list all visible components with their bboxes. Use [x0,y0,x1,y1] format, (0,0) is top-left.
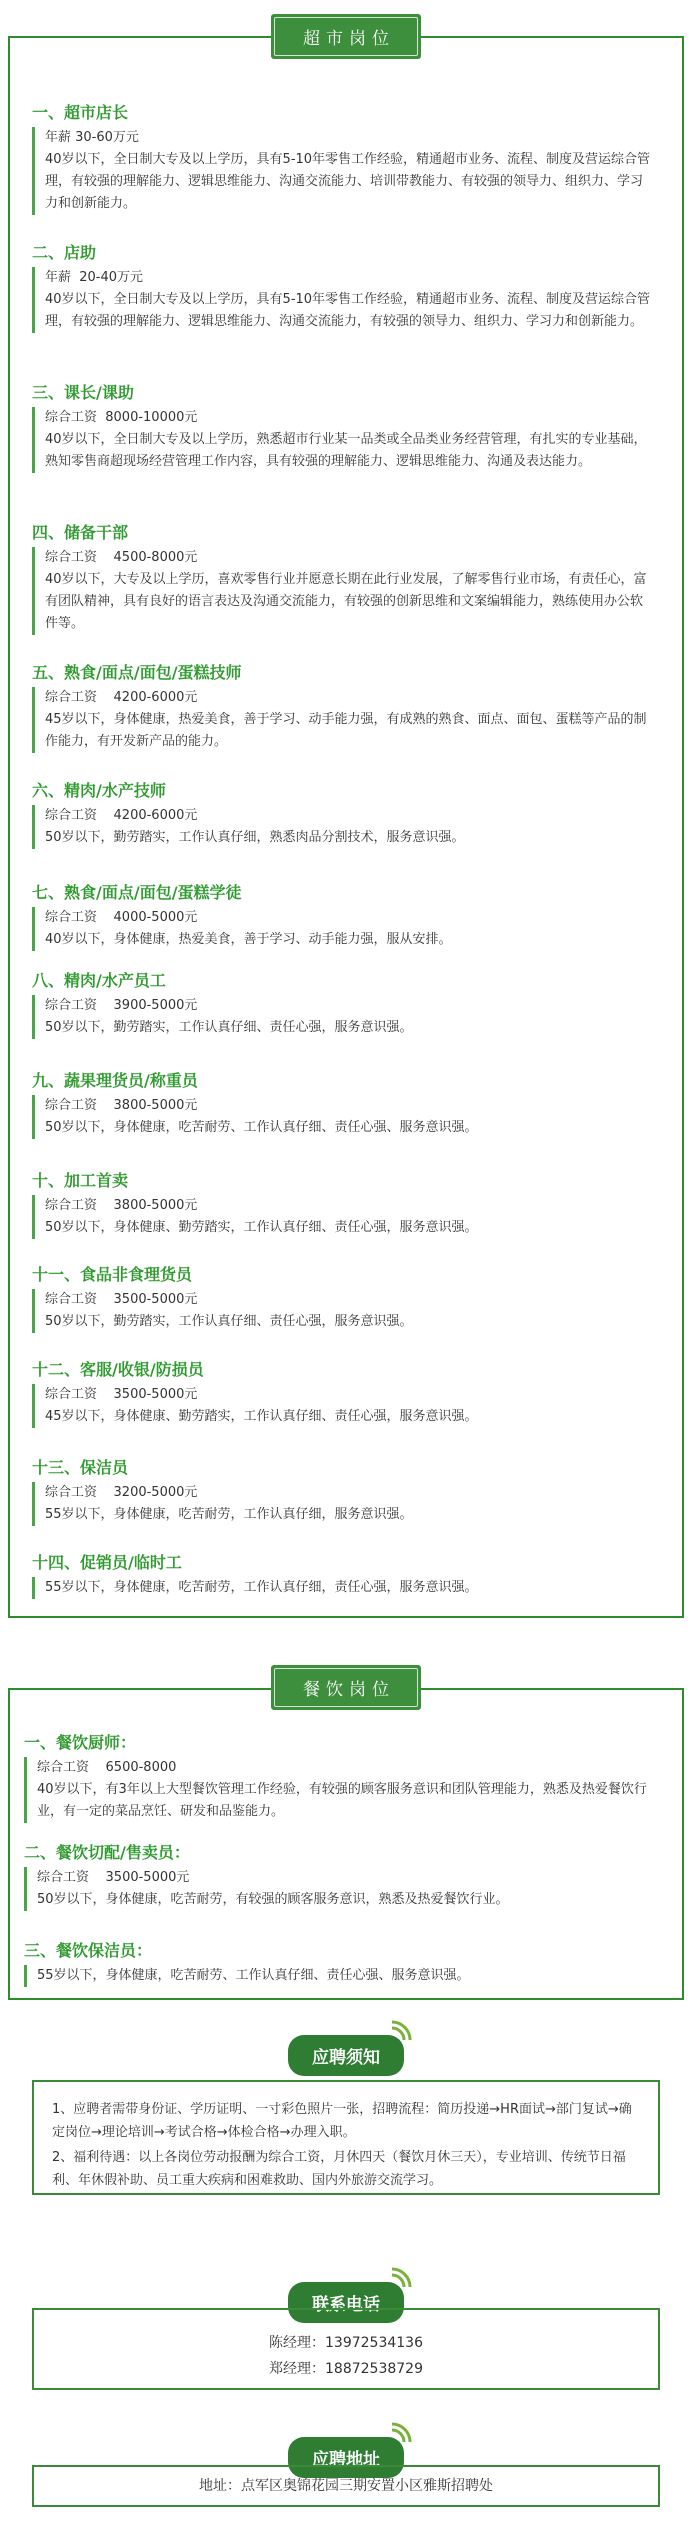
job-entry [32,1550,652,1599]
job-salary: 综合工资 4200-6000元 [45,808,198,823]
supermarket-tab [271,14,421,59]
contact-phone-1[interactable]: 陈经理：13972534136 [269,2335,423,2351]
job-salary: 综合工资 3800-5000元 [45,1098,198,1113]
job-title: 十二、客服/收银/防损员 [32,1360,204,1379]
job-body [32,1195,652,1239]
catering-tab [271,1665,421,1710]
job-body [32,1482,652,1526]
job-desc: 55岁以下，身体健康，吃苦耐劳、工作认真仔细、责任心强、服务意识强。 [37,1968,470,1983]
job-desc: 40岁以下，全日制大专及以上学历，具有5-10年零售工作经验，精通超市业务、流程、制度及营运综合管理，有较强的理解能力、逻辑思维能力、沟通交流能力，有较强的领导力、组织力、学习力和创新能力。 [45,292,651,329]
contact-tab: 联系电话 [288,2282,404,2323]
job-title: 二、餐饮切配/售卖员： [24,1843,190,1862]
job-entry [32,778,652,849]
job-body [32,1289,652,1333]
catering-job-entry [24,1730,664,1823]
job-title: 九、蔬果理货员/称重员 [32,1071,198,1090]
address-tab: 应聘地址 [288,2437,404,2478]
job-body [32,995,652,1039]
job-desc: 40岁以下，大专及以上学历，喜欢零售行业并愿意长期在此行业发展，了解零售行业市场，有责任心，富有团队精神，具有良好的语言表达及沟通交流能力，有较强的创新思维和文案编辑能力，熟练使用办公软件等。 [45,572,647,631]
job-salary: 综合工资 3200-5000元 [45,1485,198,1500]
job-body [32,127,652,215]
job-body [32,1577,652,1599]
job-body [24,1757,664,1823]
job-title: 十三、保洁员 [32,1458,129,1477]
notice-tab: 应聘须知 [288,2035,404,2076]
signal-icon [388,2267,412,2291]
notice-line-1: 1、应聘者需带身份证、学历证明、一寸彩色照片一张，招聘流程：简历投递→HR面试→部门复试→确定岗位→理论培训→考试合格→体检合格→办理入职。 [52,2102,632,2140]
job-desc: 50岁以下，身体健康，吃苦耐劳，有较强的顾客服务意识，熟悉及热爱餐饮行业。 [37,1892,509,1907]
job-salary: 综合工资 3500-5000元 [45,1387,198,1402]
job-desc: 40岁以下，身体健康，热爱美食，善于学习、动手能力强，服从安排。 [45,932,452,947]
job-desc: 50岁以下，勤劳踏实，工作认真仔细、责任心强，服务意识强。 [45,1314,413,1329]
job-title: 三、餐饮保洁员： [24,1941,153,1960]
job-title: 八、精肉/水产员工 [32,971,166,990]
job-entry [32,1357,652,1428]
job-entry [32,1068,652,1139]
notice-line-2: 2、福利待遇：以上各岗位劳动报酬为综合工资，月休四天（餐饮月休三天），专业培训、传统节日福利、年休假补助、员工重大疾病和困难救助、国内外旅游交流学习。 [52,2150,626,2188]
job-desc: 50岁以下，勤劳踏实，工作认真仔细，熟悉肉品分割技术，服务意识强。 [45,830,465,845]
job-entry [32,520,652,635]
job-entry [32,968,652,1039]
catering-job-entry [24,1938,664,1987]
job-salary: 综合工资 4500-8000元 [45,550,198,565]
address-text: 地址：点军区奥锦花园三期安置小区雅斯招聘处 [199,2478,493,2494]
job-entry [32,380,652,473]
job-body [32,1384,652,1428]
job-desc: 50岁以下，勤劳踏实，工作认真仔细、责任心强，服务意识强。 [45,1020,413,1035]
job-title: 十、加工首卖 [32,1171,129,1190]
job-entry [32,880,652,951]
job-salary: 综合工资 4000-5000元 [45,910,198,925]
catering-job-entry [24,1840,664,1911]
job-salary: 综合工资 3800-5000元 [45,1198,198,1213]
contact-box [32,2308,660,2390]
catering-tab-label: 餐饮岗位 [274,1668,418,1707]
job-desc: 50岁以下，身体健康，吃苦耐劳、工作认真仔细、责任心强、服务意识强。 [45,1120,478,1135]
job-body [32,407,652,473]
job-salary: 综合工资 3500-5000元 [45,1292,198,1307]
job-body [24,1965,664,1987]
job-body [32,267,652,333]
job-title: 一、超市店长 [32,103,129,122]
job-entry [32,100,652,215]
job-desc: 40岁以下，全日制大专及以上学历，具有5-10年零售工作经验，精通超市业务、流程、制度及营运综合管理，有较强的理解能力、逻辑思维能力、沟通交流能力、培训带教能力、有较强的领导力、组织力、学习力和创新能力。 [45,152,651,211]
job-entry [32,660,652,753]
job-desc: 45岁以下，身体健康，热爱美食，善于学习、动手能力强，有成熟的熟食、面点、面包、蛋糕等产品的制作能力，有开发新产品的能力。 [45,712,647,749]
job-body [32,687,652,753]
job-salary: 综合工资 6500-8000 [37,1760,177,1775]
signal-icon [388,2422,412,2446]
job-body [32,907,652,951]
job-title: 五、熟食/面点/面包/蛋糕技师 [32,663,242,682]
job-title: 十一、食品非食理货员 [32,1265,193,1284]
job-salary: 综合工资 3500-5000元 [37,1870,190,1885]
job-entry [32,1455,652,1526]
job-entry [32,1262,652,1333]
job-salary: 综合工资 3900-5000元 [45,998,198,1013]
job-title: 二、店助 [32,243,97,262]
job-title: 四、储备干部 [32,523,129,542]
job-desc: 40岁以下，有3年以上大型餐饮管理工作经验，有较强的顾客服务意识和团队管理能力，熟悉及热爱餐饮行业，有一定的菜品烹饪、研发和品鉴能力。 [37,1782,647,1819]
job-body [32,547,652,635]
job-body [32,805,652,849]
address-box [32,2465,660,2507]
notice-box [32,2080,660,2195]
contact-phone-2[interactable]: 郑经理：18872538729 [269,2361,423,2377]
supermarket-tab-label: 超市岗位 [274,17,418,56]
job-title: 十四、促销员/临时工 [32,1553,182,1572]
job-body [32,1095,652,1139]
job-title: 一、餐饮厨师： [24,1733,137,1752]
job-body [24,1867,664,1911]
job-salary: 综合工资 4200-6000元 [45,690,198,705]
job-title: 七、熟食/面点/面包/蛋糕学徒 [32,883,242,902]
job-desc: 55岁以下，身体健康，吃苦耐劳，工作认真仔细，服务意识强。 [45,1507,413,1522]
job-title: 三、课长/课助 [32,383,134,402]
job-salary: 年薪 30-60万元 [45,130,139,145]
job-desc: 40岁以下，全日制大专及以上学历，熟悉超市行业某一品类或全品类业务经营管理，有扎实的专业基础，熟知零售商超现场经营管理工作内容，具有较强的理解能力、逻辑思维能力、沟通及表达能力。 [45,432,647,469]
job-salary: 综合工资 8000-10000元 [45,410,198,425]
job-salary: 年薪 20-40万元 [45,270,144,285]
job-desc: 45岁以下，身体健康、勤劳踏实，工作认真仔细、责任心强，服务意识强。 [45,1409,478,1424]
job-desc: 55岁以下，身体健康，吃苦耐劳，工作认真仔细，责任心强，服务意识强。 [45,1580,478,1595]
job-title: 六、精肉/水产技师 [32,781,166,800]
signal-icon [388,2020,412,2044]
job-entry [32,240,652,333]
job-desc: 50岁以下，身体健康、勤劳踏实，工作认真仔细、责任心强，服务意识强。 [45,1220,478,1235]
job-entry [32,1168,652,1239]
